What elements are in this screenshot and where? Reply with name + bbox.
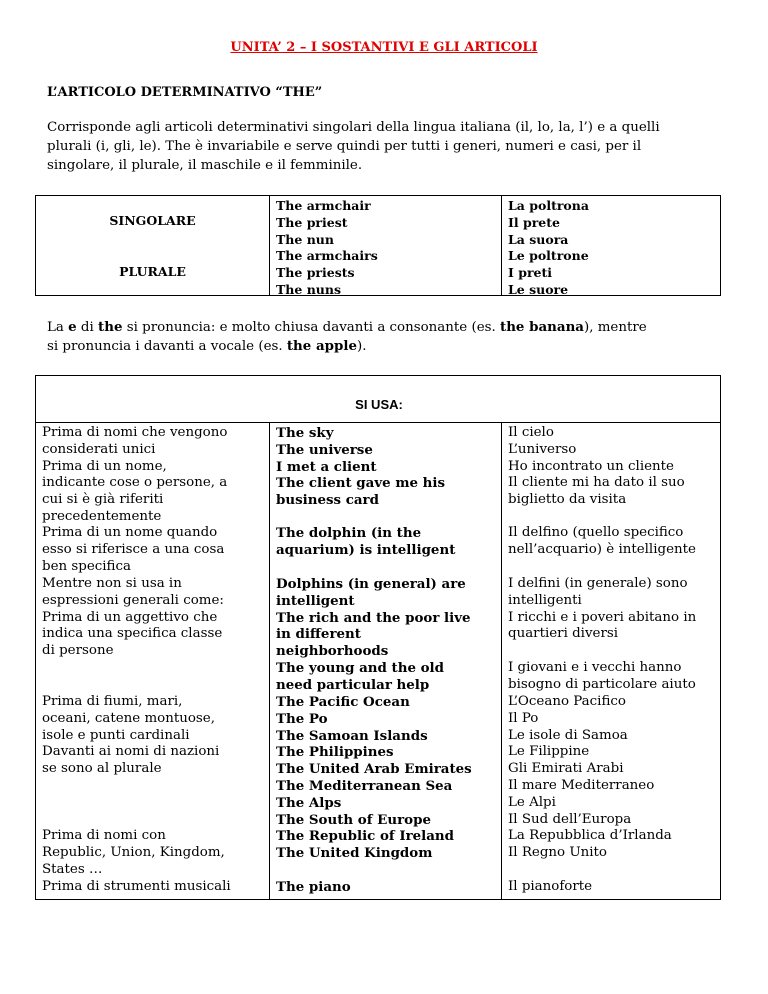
usage-row-italian xyxy=(508,525,696,559)
english-noun: The priest xyxy=(276,214,348,230)
column-divider xyxy=(269,423,270,899)
example-line: aquarium) is intelligent xyxy=(276,541,456,558)
pronunciation-line xyxy=(47,337,722,356)
example-line: The client gave me his xyxy=(276,475,446,492)
translation-line xyxy=(508,643,696,660)
example-line: The United Kingdom xyxy=(276,844,433,861)
intro-paragraph xyxy=(47,118,722,175)
desc-line: Republic, Union, Kingdom, xyxy=(42,844,225,860)
usage-row-desc xyxy=(42,576,224,660)
desc-line: Prima di un aggettivo che xyxy=(42,609,218,625)
translation-line: biglietto da visita xyxy=(508,492,627,508)
usage-row-italian xyxy=(508,879,592,896)
italian-column xyxy=(502,196,720,295)
example-line: I met a client xyxy=(276,458,377,475)
translation-line: Il Po xyxy=(508,710,539,726)
desc-line: esso si riferisce a una cosa xyxy=(42,541,225,557)
example-line: in different xyxy=(276,626,361,643)
column-divider xyxy=(501,423,502,899)
translation-line: I delfini (in generale) sono xyxy=(508,576,688,591)
intro-line: singolare, il plurale, il maschile e il femminile. xyxy=(47,158,363,173)
desc-line: Prima di fiumi, mari, xyxy=(42,694,183,709)
desc-line: Prima di nomi che vengono xyxy=(42,425,228,440)
italian-noun: Il prete xyxy=(508,214,560,230)
translation-line: Il Sud dell’Europa xyxy=(508,811,632,827)
example-line: The Mediterranean Sea xyxy=(276,777,453,794)
usage-row-english xyxy=(276,879,351,896)
example-line: The piano xyxy=(276,879,351,895)
italian-noun: La poltrona xyxy=(508,198,589,213)
usage-row-english xyxy=(276,425,445,509)
example-line: The young and the old xyxy=(276,659,445,676)
example-line: intelligent xyxy=(276,592,355,609)
translation-line: Le Filippine xyxy=(508,744,590,760)
desc-line: Mentre non si usa in xyxy=(42,576,182,591)
desc-line: Prima di strumenti musicali xyxy=(42,879,231,894)
text-run: si pronuncia i davanti a vocale (es. xyxy=(47,339,287,354)
pronunciation-paragraph xyxy=(47,318,722,356)
english-noun: The priests xyxy=(276,265,355,281)
translation-line: Il delfino (quello specifico xyxy=(508,525,684,540)
english-noun: The armchairs xyxy=(276,248,378,264)
desc-line: precedentemente xyxy=(42,508,162,524)
translation-line: Ho incontrato un cliente xyxy=(508,458,674,474)
example-line: The Samoan Islands xyxy=(276,727,428,744)
usage-header-label: SI USA: xyxy=(355,397,403,412)
usage-row-desc xyxy=(42,828,225,878)
page-title: UNITA’ 2 – I SOSTANTIVI E GLI ARTICOLI xyxy=(230,40,538,55)
english-noun: The armchair xyxy=(276,198,371,213)
example-line: The South of Europe xyxy=(276,811,431,828)
example-line: The Philippines xyxy=(276,744,394,761)
usage-row-english xyxy=(276,525,455,559)
usage-row-english xyxy=(276,828,454,862)
desc-line: isole e punti cardinali xyxy=(42,727,190,743)
usage-row-italian xyxy=(508,828,672,862)
translation-line: Gli Emirati Arabi xyxy=(508,761,624,777)
example-line: The Alps xyxy=(276,794,342,811)
example-line: The dolphin (in the xyxy=(276,525,422,541)
number-column xyxy=(36,196,270,295)
translation-line: Il pianoforte xyxy=(508,879,593,894)
translation-line: I ricchi e i poveri abitano in xyxy=(508,609,697,625)
example-line: The Po xyxy=(276,710,328,727)
translation-line: L’Oceano Pacifico xyxy=(508,694,626,709)
example-line: neighborhoods xyxy=(276,643,389,660)
articles-table xyxy=(35,195,721,296)
example-line: business card xyxy=(276,492,379,509)
text-run: si pronuncia: e molto chiusa davanti a consonante (es. xyxy=(122,320,501,335)
desc-line: Prima di un nome, xyxy=(42,458,167,474)
english-noun: The nun xyxy=(276,231,334,247)
usage-row-italian xyxy=(508,576,696,694)
translation-line: Il cliente mi ha dato il suo xyxy=(508,475,685,491)
usage-table-header xyxy=(35,375,721,423)
text-run: di xyxy=(76,320,99,335)
example-line: The universe xyxy=(276,441,373,458)
bold-run: e xyxy=(68,319,77,335)
desc-line: di persone xyxy=(42,643,114,659)
translation-line: Il Regno Unito xyxy=(508,844,607,860)
plurale-label: PLURALE xyxy=(119,264,186,279)
translation-line: La Repubblica d’Irlanda xyxy=(508,828,672,843)
translation-line: I giovani e i vecchi hanno xyxy=(508,659,682,675)
usage-row-italian xyxy=(508,425,685,509)
italian-noun: Le poltrone xyxy=(508,248,589,264)
desc-line: cui si è già riferiti xyxy=(42,492,164,508)
english-column xyxy=(270,196,502,295)
singolare-label: SINGOLARE xyxy=(109,213,196,228)
example-line: Dolphins (in general) are xyxy=(276,576,466,592)
text-run: ), mentre xyxy=(583,320,647,335)
translation-line: Le Alpi xyxy=(508,794,556,810)
desc-line: ben specifica xyxy=(42,558,131,574)
bold-run: the apple xyxy=(286,338,357,354)
text-run: La xyxy=(47,320,69,335)
desc-line: se sono al plurale xyxy=(42,761,162,777)
section-heading: L’ARTICOLO DETERMINATIVO “THE” xyxy=(47,85,323,100)
desc-line: Prima di nomi con xyxy=(42,828,166,843)
example-line: The sky xyxy=(276,425,334,441)
english-noun: The nuns xyxy=(276,281,341,297)
example-line: need particular help xyxy=(276,676,430,693)
italian-noun: Le suore xyxy=(508,281,569,297)
example-line: The Pacific Ocean xyxy=(276,694,410,710)
text-run: ). xyxy=(357,339,367,354)
italian-noun: La suora xyxy=(508,231,569,247)
desc-line: Prima di un nome quando xyxy=(42,525,218,540)
usage-row-italian xyxy=(508,694,654,828)
usage-row-english xyxy=(276,694,472,828)
example-line: The Republic of Ireland xyxy=(276,828,455,844)
translation-line: Le isole di Samoa xyxy=(508,727,628,743)
translation-line: L’universo xyxy=(508,441,577,457)
translation-line: nell’acquario) è intelligente xyxy=(508,541,696,557)
translation-line: bisogno di particolare aiuto xyxy=(508,676,696,692)
usage-row-english xyxy=(276,576,471,694)
usage-row-desc xyxy=(42,694,219,778)
bold-run: the xyxy=(98,319,123,335)
usage-row-desc xyxy=(42,425,227,526)
desc-line: oceani, catene montuose, xyxy=(42,710,215,726)
translation-line: intelligenti xyxy=(508,592,582,608)
desc-line: Davanti ai nomi di nazioni xyxy=(42,744,220,760)
desc-line: States … xyxy=(42,861,103,877)
translation-line: Il cielo xyxy=(508,425,554,440)
desc-line: considerati unici xyxy=(42,441,156,457)
example-line: The rich and the poor live xyxy=(276,609,471,626)
example-line: The United Arab Emirates xyxy=(276,761,472,778)
pronunciation-line xyxy=(47,318,722,337)
usage-row-desc xyxy=(42,525,224,575)
usage-table xyxy=(35,375,721,900)
intro-line: plurali (i, gli, le). The è invariabile e serve quindi per tutti i generi, numeri e casi, per il xyxy=(47,139,642,154)
translation-line: quartieri diversi xyxy=(508,626,619,642)
intro-line: Corrisponde agli articoli determinativi singolari della lingua italiana (il, lo, la, l’) e a quelli xyxy=(47,120,660,135)
italian-noun: I preti xyxy=(508,265,553,281)
usage-row-desc xyxy=(42,879,231,896)
desc-line: indicante cose o persone, a xyxy=(42,475,228,491)
desc-line: espressioni generali come: xyxy=(42,592,224,608)
usage-table-body xyxy=(35,423,721,900)
bold-run: the banana xyxy=(500,319,584,335)
desc-line: indica una specifica classe xyxy=(42,626,223,642)
translation-line: Il mare Mediterraneo xyxy=(508,777,655,793)
